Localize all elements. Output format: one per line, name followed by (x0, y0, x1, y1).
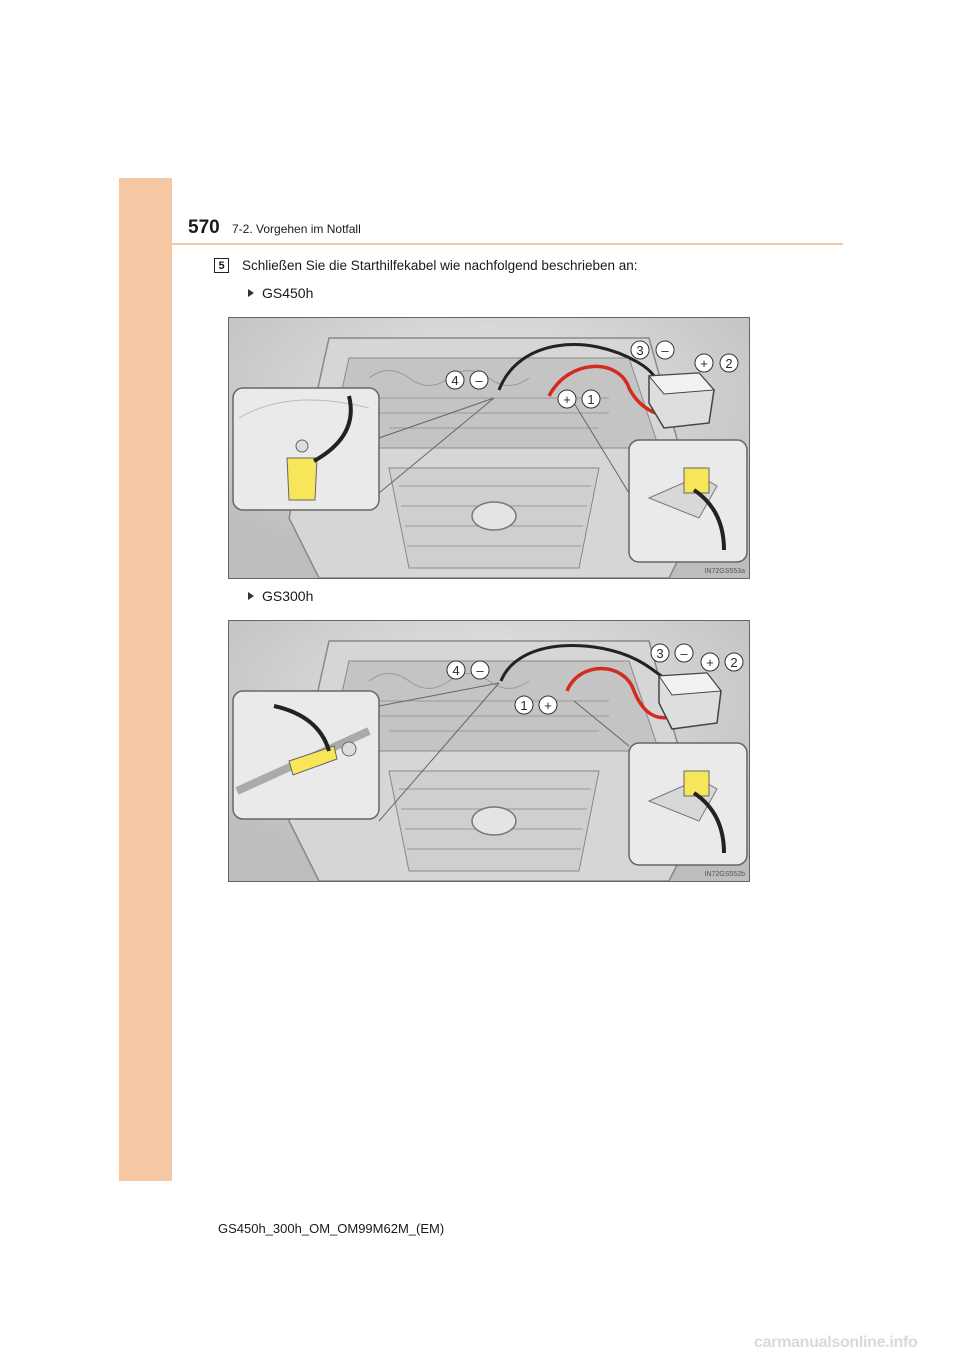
booster-battery-icon (649, 373, 714, 428)
variant-label: GS450h (262, 285, 314, 301)
plus-symbol: + (544, 698, 552, 713)
callout-3: 3 (656, 646, 664, 661)
chapter-title: 7-2. Vorgehen im Notfall (232, 222, 361, 236)
chapter-sidebar-tab (119, 178, 172, 1181)
inset-negative-terminal (233, 388, 379, 510)
variant-heading-gs450h (248, 285, 313, 301)
header-divider (172, 243, 843, 245)
figure-gs300h-jump-start (228, 620, 750, 882)
callout-4: 4 (452, 663, 460, 678)
plus-symbol: + (706, 655, 714, 670)
callout-2: 2 (730, 655, 738, 670)
step-number-badge: 5 (214, 258, 229, 273)
booster-battery-icon (659, 673, 721, 729)
page-number: 570 (188, 217, 220, 238)
minus-symbol: – (475, 373, 483, 388)
engine-bay-illustration-gs450h (229, 318, 749, 578)
callout-2: 2 (725, 356, 733, 371)
inset-positive-terminal (629, 743, 747, 865)
minus-symbol: – (476, 663, 484, 678)
variant-label: GS300h (262, 588, 314, 604)
callout-1: 1 (520, 698, 528, 713)
watermark: carmanualsonline.info (754, 1334, 918, 1351)
minus-symbol: – (661, 343, 669, 358)
figure-code: IN72GS553a (704, 568, 745, 575)
bullet-triangle-icon (248, 289, 254, 297)
inset-negative-terminal (233, 691, 379, 819)
engine-bay-illustration-gs300h (229, 621, 749, 881)
inset-positive-terminal (629, 440, 747, 562)
emblem-icon (472, 807, 516, 835)
emblem-icon (472, 502, 516, 530)
callout-1: 1 (587, 392, 595, 407)
plus-symbol: + (563, 392, 571, 407)
variant-heading-gs300h (248, 588, 313, 604)
callout-3: 3 (636, 343, 644, 358)
plus-symbol: + (700, 356, 708, 371)
callout-4: 4 (451, 373, 459, 388)
figure-code: IN72GS552b (704, 871, 745, 878)
step-instruction: Schließen Sie die Starthilfekabel wie nachfolgend beschrieben an: (242, 258, 638, 273)
document-code-footer: GS450h_300h_OM_OM99M62M_(EM) (218, 1221, 445, 1236)
minus-symbol: – (680, 646, 688, 661)
figure-gs450h-jump-start (228, 317, 750, 579)
bullet-triangle-icon (248, 592, 254, 600)
